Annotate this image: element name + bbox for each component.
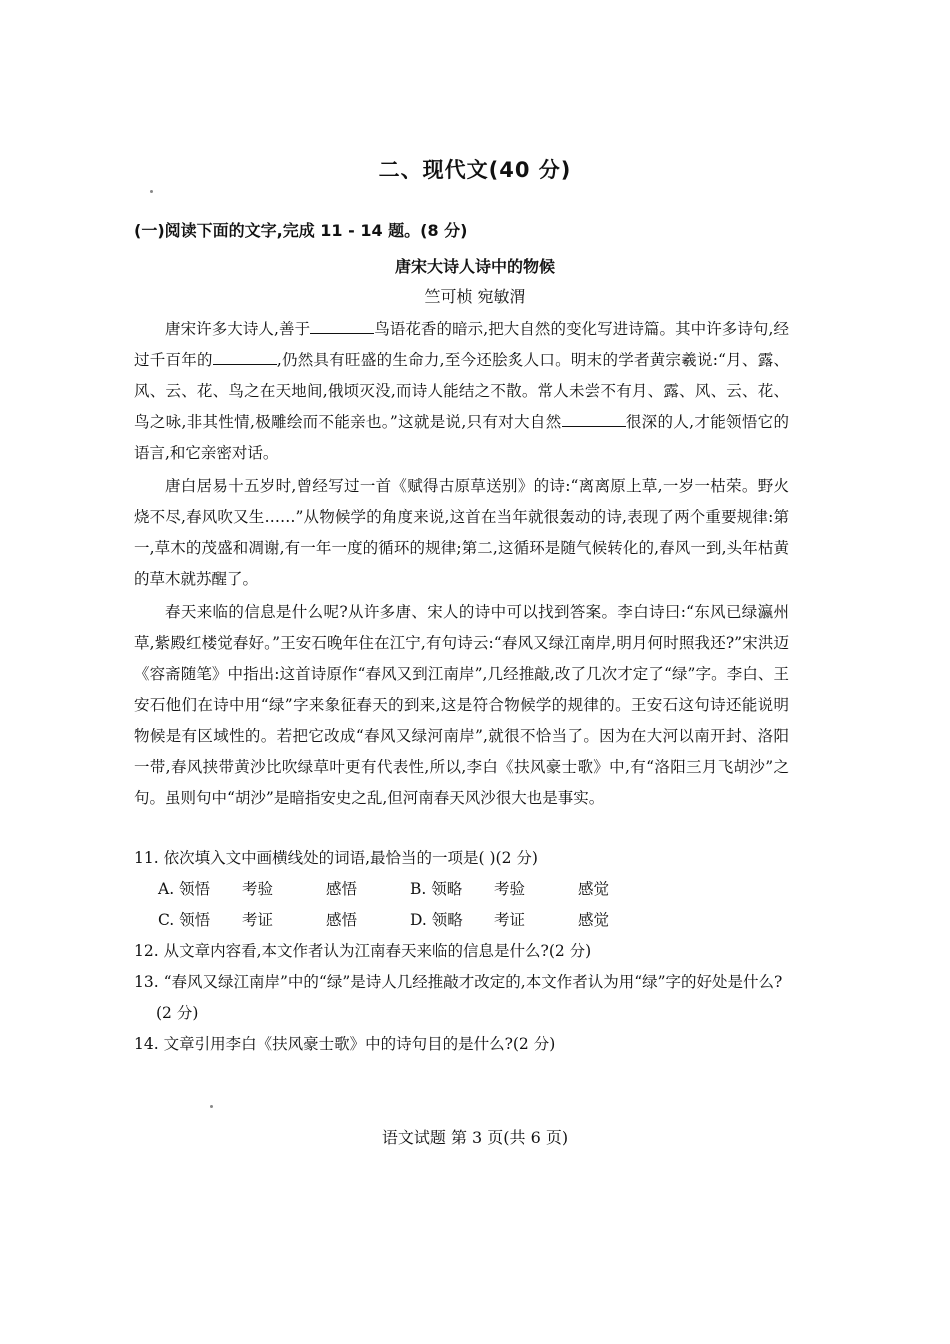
option-c-word-1: C. 领悟 — [158, 911, 211, 929]
option-b — [410, 874, 662, 905]
option-d-word-2: 考证 — [494, 911, 526, 929]
paragraph-1 — [134, 314, 789, 469]
fill-blank-3 — [562, 410, 626, 427]
option-a — [158, 874, 410, 905]
questions-block — [134, 843, 794, 1060]
article-title: 唐宋大诗人诗中的物候 — [394, 257, 555, 276]
page-footer: 语文试题 第 3 页(共 6 页) — [381, 1128, 569, 1147]
option-d-word-3: 感觉 — [578, 911, 610, 929]
question-12: 12. 从文章内容看,本文作者认为江南春天来临的信息是什么?(2 分) — [134, 942, 592, 960]
option-b-word-1: B. 领略 — [410, 880, 463, 898]
question-14: 14. 文章引用李白《扶风豪士歌》中的诗句目的是什么?(2 分) — [134, 1035, 556, 1053]
scan-speck — [210, 1105, 213, 1108]
option-b-word-2: 考验 — [494, 880, 526, 898]
reading-instruction: (一)阅读下面的文字,完成 11 - 14 题。(8 分) — [134, 221, 468, 240]
fill-blank-2 — [213, 348, 277, 365]
option-a-word-2: 考验 — [242, 880, 274, 898]
paragraph-1-part-c: ,仍然具有旺盛的生命力,至今还脍炙人口。明末的学者黄宗羲说:“月、露、风、云、花、鸟之在天地间,俄顷灭没,而诗人能结之不散。常人未尝不有月、露、风、云、花、鸟之咏,非其性情,极雕绘而不能亲也。”这就是说,只有对大自然 — [134, 351, 789, 431]
scan-speck — [150, 190, 153, 193]
paragraph-1-part-d: 很深的人,才能领悟它的语言,和它亲密对话。 — [134, 413, 789, 462]
option-d — [410, 905, 662, 936]
paragraph-1-part-a: 唐宋许多大诗人,善于 — [165, 320, 311, 338]
option-a-word-3: 感悟 — [326, 880, 358, 898]
section-title: 二、现代文(40 分) — [378, 158, 572, 182]
paragraph-3: 春天来临的信息是什么呢?从许多唐、宋人的诗中可以找到答案。李白诗曰:“东风已绿瀛州草,紫殿红楼觉春好。”王安石晚年住在江宁,有句诗云:“春风又绿江南岸,明月何时照我还?”宋洪迈《容斋随笔》中指出:这首诗原作“春风又到江南岸”,几经推敲,改了几次才定了“绿”字。李白、王安石他们在诗中用“绿”字来象征春天的到来,这是符合物候学的规律的。王安石这句诗还能说明物候是有区域性的。若把它改成“春风又绿河南岸”,就很不恰当了。因为在大河以南开封、洛阳一带,春风挟带黄沙比吹绿草叶更有代表性,所以,李白《扶风豪士歌》中,有“洛阳三月飞胡沙”之句。虽则句中“胡沙”是暗指安史之乱,但河南春天风沙很大也是事实。 — [134, 603, 789, 807]
option-a-word-1: A. 领悟 — [158, 880, 211, 898]
option-b-word-3: 感觉 — [578, 880, 610, 898]
options-row-2 — [134, 905, 794, 936]
paragraph-2: 唐白居易十五岁时,曾经写过一首《赋得古原草送别》的诗:“离离原上草,一岁一枯荣。野火烧不尽,春风吹又生……”从物候学的角度来说,这首在当年就很轰动的诗,表现了两个重要规律:第一,草木的茂盛和凋谢,有一年一度的循环的规律;第二,这循环是随气候转化的,春风一到,头年枯黄的草木就苏醒了。 — [134, 477, 789, 588]
option-c-word-2: 考证 — [242, 911, 274, 929]
option-d-word-1: D. 领略 — [410, 911, 463, 929]
article-body — [134, 314, 789, 816]
options-row-1 — [134, 874, 794, 905]
option-c — [158, 905, 410, 936]
question-13: 13. “春风又绿江南岸”中的“绿”是诗人几经推敲才改定的,本文作者认为用“绿”字的好处是什么?(2 分) — [134, 973, 783, 1022]
article-authors: 竺可桢 宛敏渭 — [424, 287, 526, 306]
fill-blank-1 — [310, 317, 374, 334]
question-11: 11. 依次填入文中画横线处的词语,最恰当的一项是( )(2 分) — [134, 849, 538, 867]
paragraph-1-part-b: 鸟语花香的暗示,把大自然的变化写进诗篇。其中许多诗句,经过千百年的 — [134, 320, 789, 369]
option-c-word-3: 感悟 — [326, 911, 358, 929]
